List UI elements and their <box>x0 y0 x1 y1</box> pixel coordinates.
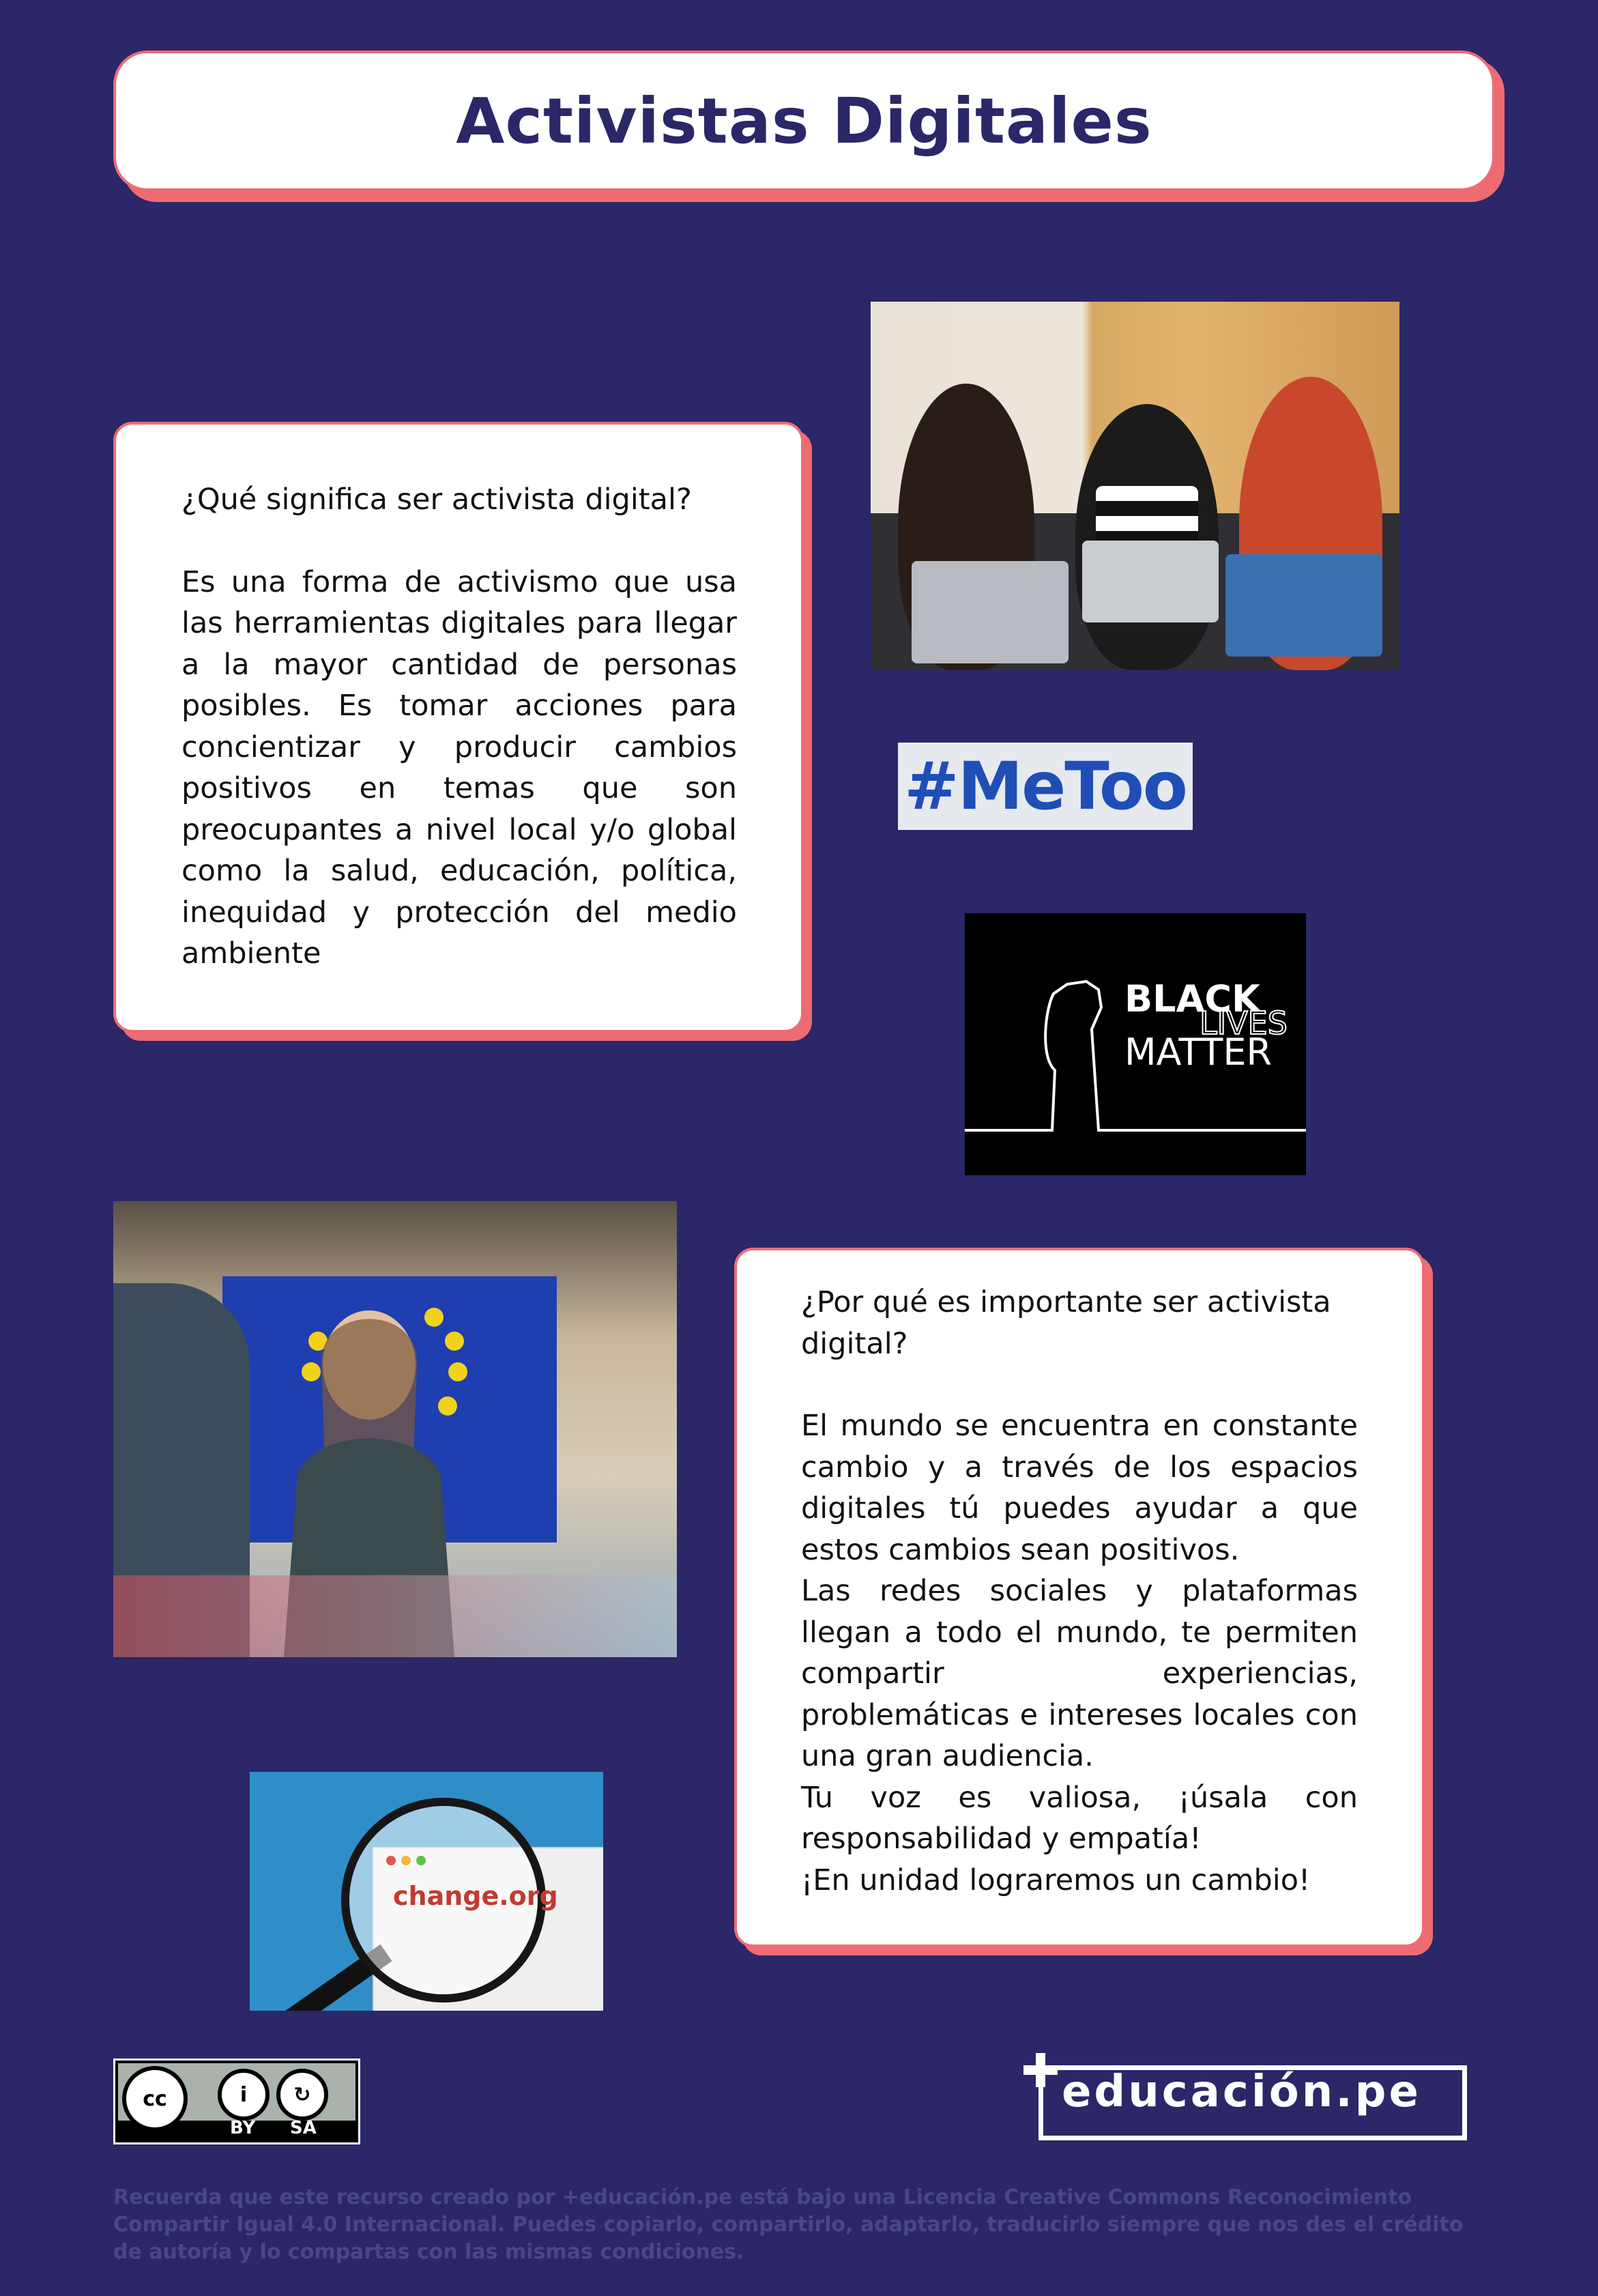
page-title: Activistas Digitales <box>456 84 1152 158</box>
educacion-pe-logo <box>1023 2053 1467 2140</box>
blm-lives-text: LIVES <box>1200 1005 1288 1042</box>
card-question: ¿Por qué es importante ser activista digital? <box>801 1285 1331 1361</box>
change-org-text: change.org <box>393 1881 558 1911</box>
card-paragraph: ¡En unidad lograremos un cambio! <box>801 1863 1311 1897</box>
students-laptops-photo <box>871 302 1399 670</box>
license-by-label: BY <box>230 2118 256 2138</box>
metoo-text: #MeToo <box>904 748 1187 824</box>
card-paragraph: El mundo se encuentra en constante cambio y a través de los espacios digitales tú puedes ayudar a que estos cambios sean positivos. <box>801 1409 1358 1567</box>
change-org-image <box>250 1772 603 2011</box>
metoo-hashtag-image <box>898 743 1193 830</box>
license-sa-label: SA <box>290 2118 317 2138</box>
logo-text: educación.pe <box>1062 2067 1421 2117</box>
card-paragraph: Las redes sociales y plataformas llegan a todo el mundo, te permiten compartir experiencias, problemáticas e intereses locales con una gran audiencia. <box>801 1574 1358 1773</box>
black-lives-matter-image <box>965 913 1306 1175</box>
card-question: ¿Qué significa ser activista digital? <box>181 483 692 517</box>
cc-license-badge[interactable] <box>113 2058 360 2144</box>
card-body: Es una forma de activismo que usa las herramientas digitales para llegar a la mayor cantidad de personas posibles. Es tomar acciones para concientizar y producir cambios positivos en temas que son preocupantes a nivel local y/o global como la salud, educación, política, inequidad y protección del medio ambiente <box>181 564 737 971</box>
activist-photo <box>113 1201 677 1657</box>
blm-matter-text: MATTER <box>1124 1031 1272 1074</box>
plus-icon <box>1023 2053 1058 2087</box>
card-why-important <box>734 1248 1425 1947</box>
blm-black-text: BLACK <box>1124 977 1260 1020</box>
share-alike-icon: ↻ <box>276 2069 328 2121</box>
card-what-is-digital-activism <box>113 422 804 1033</box>
card-paragraph: Tu voz es valiosa, ¡úsala con responsabilidad y empatía! <box>801 1780 1358 1856</box>
cc-icon: cc <box>122 2066 188 2132</box>
attribution-icon: i <box>218 2069 270 2121</box>
license-footer-text: Recuerda que este recurso creado por +educación.pe está bajo una Licencia Creative Commons Reconocimiento Compartir Igual 4.0 Internacional. Puedes copiarlo, compartirlo, adaptarlo, traducirlo siempre que nos des el crédito de autoría y lo compartas con las mismas condiciones. <box>113 2185 1464 2264</box>
title-banner <box>113 51 1495 191</box>
